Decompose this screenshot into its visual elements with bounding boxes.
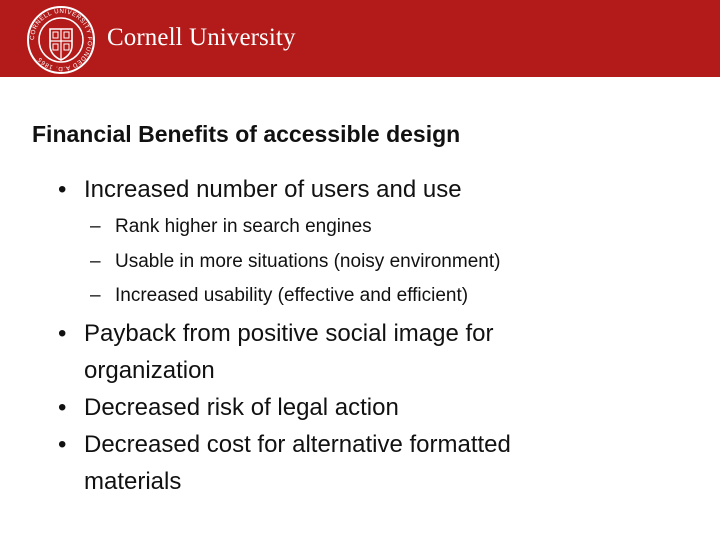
bullet-marker: • [58, 394, 67, 421]
university-name: Cornell University [107, 24, 296, 51]
sub-bullet-text: Increased usability (effective and efficient) [115, 285, 469, 306]
sub-bullet-item [90, 215, 372, 239]
bullet-text: Decreased risk of legal action [84, 394, 399, 421]
sub-bullet-text: Rank higher in search engines [115, 216, 372, 237]
sub-bullet-marker: – [90, 285, 101, 306]
bullet-text: Payback from positive social image for organization [84, 320, 494, 384]
bullet-text: Increased number of users and use [84, 176, 462, 203]
bullet-item [58, 171, 678, 208]
bullet-item [58, 315, 568, 389]
sub-bullet-marker: – [90, 216, 101, 237]
bullet-marker: • [58, 320, 67, 347]
seal-text: CORNELL UNIVERSITY FOUNDED A.D. 1865 [28, 7, 94, 73]
bullet-item [58, 389, 678, 426]
header-band [0, 0, 720, 77]
bullet-text: Decreased cost for alternative formatted materials [84, 431, 511, 495]
cornell-seal-icon [26, 5, 96, 75]
bullet-item [58, 426, 598, 500]
sub-bullet-marker: – [90, 251, 101, 272]
sub-bullet-item [90, 284, 468, 308]
sub-bullet-item [90, 250, 500, 274]
bullet-marker: • [58, 176, 67, 203]
bullet-marker: • [58, 431, 67, 458]
slide-title: Financial Benefits of accessible design [32, 121, 461, 147]
sub-bullet-text: Usable in more situations (noisy environment) [115, 251, 501, 272]
